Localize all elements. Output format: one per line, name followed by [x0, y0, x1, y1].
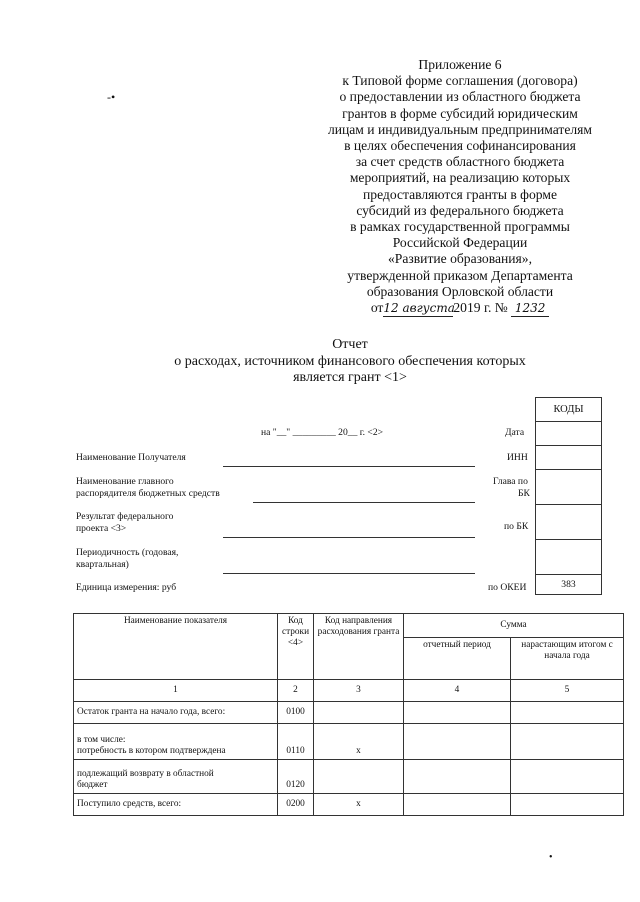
expense-table	[73, 613, 624, 816]
appendix-header	[300, 57, 620, 317]
row-name-line: потребность в котором подтверждена	[77, 746, 226, 756]
result-underline	[223, 537, 475, 538]
col-sum-header: Сумма	[404, 614, 624, 638]
manager-label-1: Наименование главного	[76, 476, 174, 487]
appendix-line: в рамках государственной программы	[350, 219, 570, 235]
row-code: 0200	[278, 794, 314, 816]
result-label-2: проекта <3>	[76, 523, 127, 534]
appendix-line: образования Орловской области	[366, 283, 554, 299]
col-number: 3	[314, 680, 404, 702]
result-label-1: Результат федерального	[76, 511, 174, 522]
col-direction-header: Код направления расходования гранта	[314, 614, 404, 680]
table-row	[74, 702, 624, 724]
manager-underline	[253, 502, 475, 503]
glava-label-2: БК	[518, 488, 530, 499]
period-underline	[223, 573, 475, 574]
col-number: 1	[74, 680, 278, 702]
col-name-header: Наименование показателя	[74, 614, 278, 680]
table-row	[74, 760, 624, 794]
appendix-line: Приложение 6	[418, 57, 502, 72]
row-code: 0120	[278, 760, 314, 794]
recipient-underline	[223, 466, 475, 467]
appendix-line: мероприятий, на реализацию которых	[349, 170, 571, 186]
code-inn-cell[interactable]	[536, 446, 602, 470]
appendix-line: грантов в форме субсидий юридическим	[342, 105, 578, 121]
stray-mark: •	[549, 852, 553, 863]
appendix-line: к Типовой форме соглашения (договора)	[342, 73, 578, 89]
report-title	[150, 337, 550, 387]
row-cumulative-cell[interactable]	[511, 794, 624, 816]
okei-label: по ОКЕИ	[488, 582, 527, 593]
col-number: 4	[404, 680, 511, 702]
title-line-2: о расходах, источником финансового обеспечения которых	[174, 353, 526, 369]
codes-header: КОДЫ	[536, 398, 602, 422]
appendix-line: предоставляются гранты в форме	[363, 186, 557, 202]
row-code: 0110	[278, 724, 314, 760]
row-direction: x	[314, 724, 404, 760]
row-period-cell[interactable]	[404, 702, 511, 724]
date-label: Дата	[505, 427, 525, 438]
row-name-line: подлежащий возврату в областной	[77, 769, 214, 779]
row-period-cell[interactable]	[404, 760, 511, 794]
row-period-cell[interactable]	[404, 794, 511, 816]
recipient-label: Наименование Получателя	[76, 452, 186, 463]
col-cumulative-header: нарастающим итогом с начала года	[511, 638, 624, 680]
table-row	[74, 724, 624, 760]
code-glava-cell[interactable]	[536, 470, 602, 505]
unit-label: Единица измерения: руб	[76, 582, 177, 593]
date-prefix: от	[370, 300, 384, 316]
inn-label: ИНН	[507, 452, 528, 463]
period-label-1: Периодичность (годовая,	[76, 547, 179, 558]
row-direction: x	[314, 794, 404, 816]
title-line-3: является грант <1>	[293, 370, 407, 385]
handwritten-number: 1232	[511, 300, 549, 317]
glava-label-1: Глава по	[493, 476, 528, 487]
row-name-line: в том числе:	[77, 735, 126, 745]
appendix-line: за счет средств областного бюджета	[355, 154, 565, 170]
row-cumulative-cell[interactable]	[511, 760, 624, 794]
row-name: Остаток гранта на начало года, всего:	[74, 702, 278, 724]
pobk-label: по БК	[504, 521, 529, 532]
row-period-cell[interactable]	[404, 724, 511, 760]
row-direction	[314, 760, 404, 794]
code-period-cell[interactable]	[536, 540, 602, 575]
row-cumulative-cell[interactable]	[511, 724, 624, 760]
order-date-line	[300, 300, 620, 317]
col-period-header: отчетный период	[404, 638, 511, 680]
appendix-line: Российской Федерации	[392, 235, 528, 251]
appendix-line: субсидий из федерального бюджета	[356, 202, 564, 218]
code-bk-cell[interactable]	[536, 505, 602, 540]
code-okei-cell: 383	[536, 575, 602, 595]
row-name	[74, 760, 278, 794]
report-date-line: на "__" _________ 20__ г. <2>	[261, 427, 384, 438]
col-number: 5	[511, 680, 624, 702]
manager-label-2: распорядителя бюджетных средств	[76, 488, 220, 499]
code-date-cell[interactable]	[536, 422, 602, 446]
stray-mark: -•	[107, 90, 116, 104]
row-name	[74, 724, 278, 760]
date-year: 2019 г. №	[453, 300, 508, 316]
appendix-line: о предоставлении из областного бюджета	[339, 89, 581, 105]
handwritten-date: 12 августа	[383, 300, 453, 317]
appendix-line: «Развитие образования»,	[387, 251, 532, 267]
row-code: 0100	[278, 702, 314, 724]
period-label-2: квартальная)	[76, 559, 129, 570]
row-cumulative-cell[interactable]	[511, 702, 624, 724]
row-name: Поступило средств, всего:	[74, 794, 278, 816]
row-name-line: бюджет	[77, 780, 108, 790]
col-number: 2	[278, 680, 314, 702]
appendix-line: утвержденной приказом Департамента	[347, 267, 573, 283]
title-line-1: Отчет	[332, 337, 368, 352]
appendix-line: в целях обеспечения софинансирования	[344, 138, 576, 154]
appendix-line: лицам и индивидуальным предпринимателям	[327, 121, 593, 137]
col-code-header: Код строки <4>	[278, 614, 314, 680]
table-row	[74, 794, 624, 816]
row-direction	[314, 702, 404, 724]
codes-table	[535, 397, 602, 595]
